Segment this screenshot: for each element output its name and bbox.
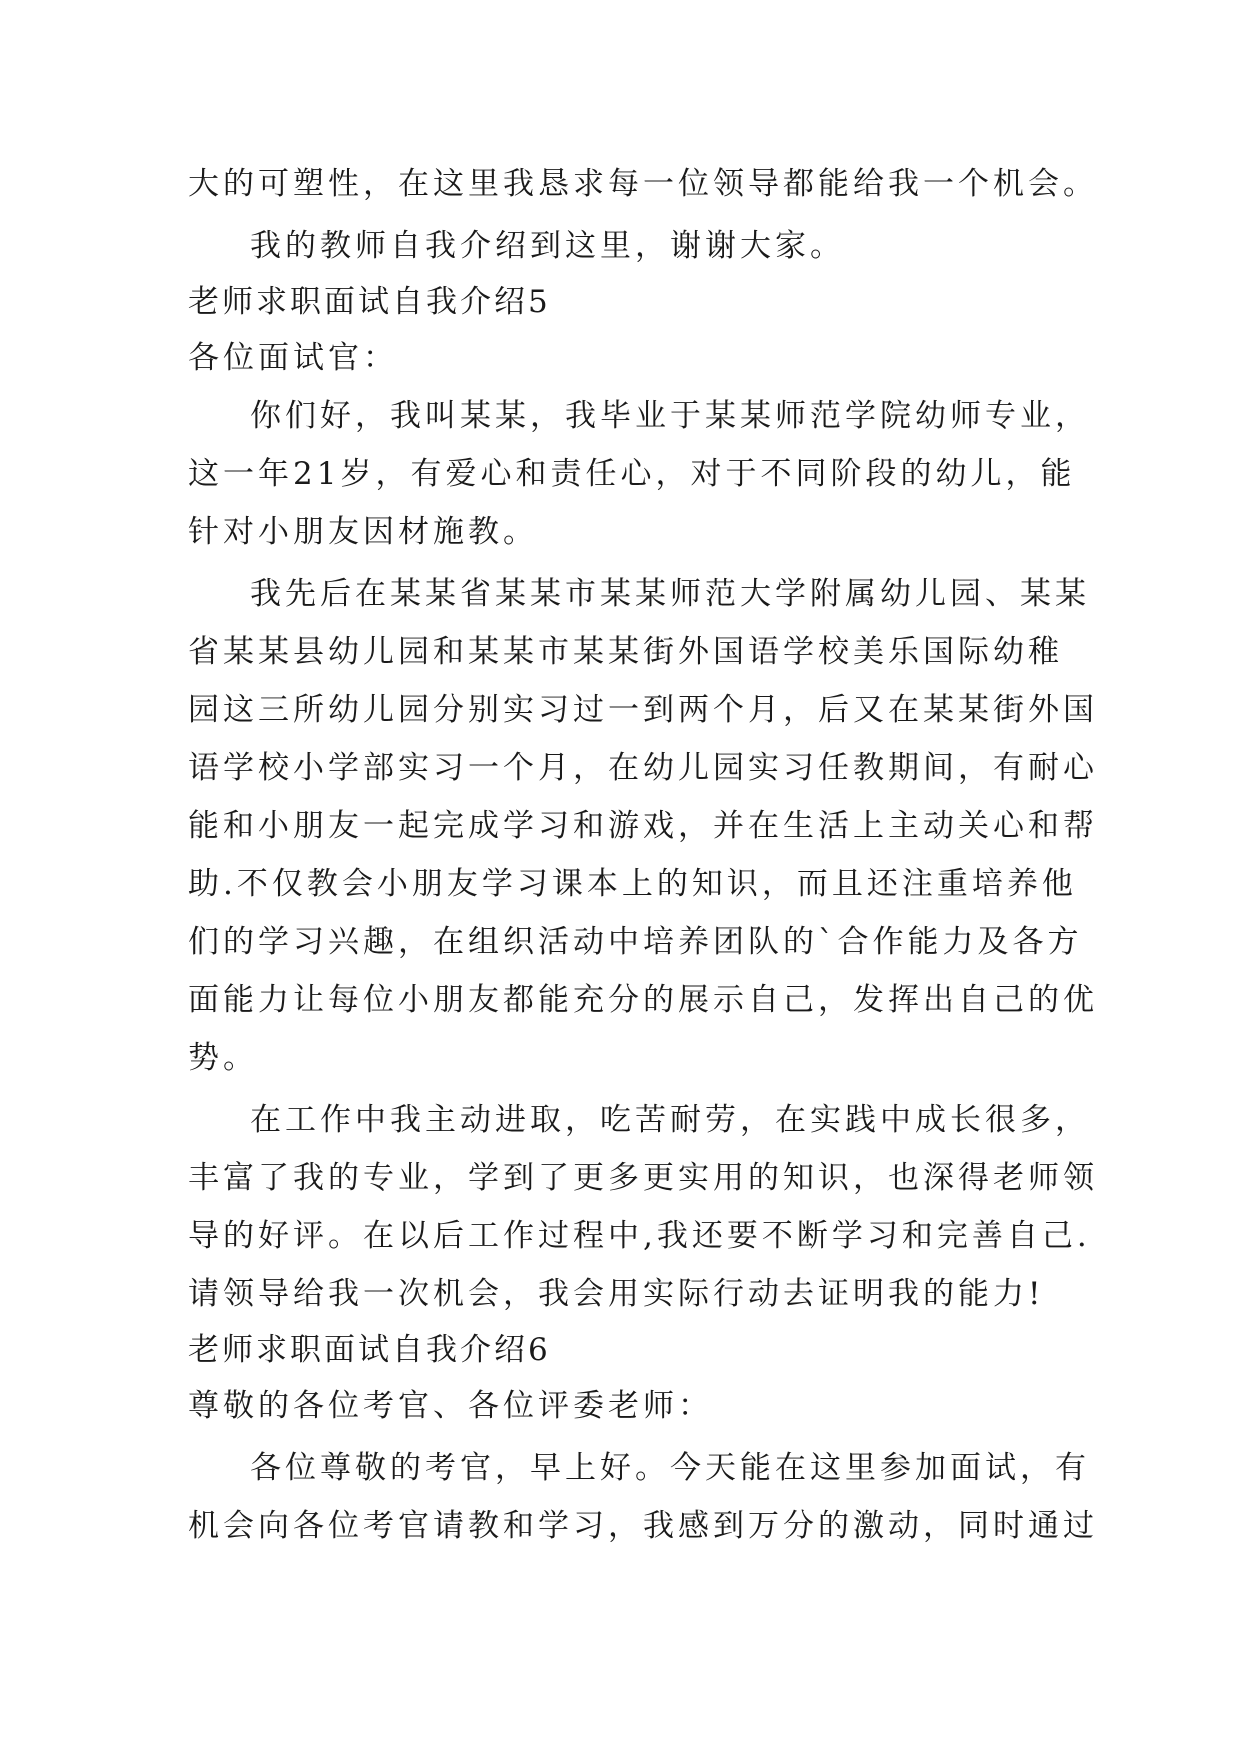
body-text-line: 势。 xyxy=(188,1040,258,1076)
body-text-line: 能和小朋友一起完成学习和游戏，并在生活上主动关心和帮 xyxy=(188,808,1098,844)
body-text-line: 机会向各位考官请教和学习，我感到万分的激动，同时通过 xyxy=(188,1508,1098,1544)
body-text-line: 园这三所幼儿园分别实习过一到两个月，后又在某某街外国 xyxy=(188,692,1098,728)
body-text-line: 大的可塑性，在这里我恳求每一位领导都能给我一个机会。 xyxy=(188,166,1098,202)
body-text-line: 省某某县幼儿园和某某市某某街外国语学校美乐国际幼稚 xyxy=(188,634,1063,670)
salutation: 尊敬的各位考官、各位评委老师： xyxy=(188,1388,713,1424)
body-text-line: 们的学习兴趣，在组织活动中培养团队的`合作能力及各方 xyxy=(188,924,1083,960)
body-text-line: 各位尊敬的考官，早上好。今天能在这里参加面试，有 xyxy=(250,1450,1090,1486)
section-heading: 老师求职面试自我介绍5 xyxy=(188,284,551,320)
body-text-line: 面能力让每位小朋友都能充分的展示自己，发挥出自己的优 xyxy=(188,982,1098,1018)
body-text-line: 导的好评。在以后工作过程中,我还要不断学习和完善自己. xyxy=(188,1218,1091,1254)
body-text-line: 请领导给我一次机会，我会用实际行动去证明我的能力! xyxy=(188,1276,1045,1312)
body-text-line: 丰富了我的专业，学到了更多更实用的知识，也深得老师领 xyxy=(188,1160,1098,1196)
body-text-line: 语学校小学部实习一个月，在幼儿园实习任教期间，有耐心 xyxy=(188,750,1098,786)
body-text-line: 在工作中我主动进取，吃苦耐劳，在实践中成长很多， xyxy=(250,1102,1090,1138)
body-text-line: 你们好，我叫某某，我毕业于某某师范学院幼师专业， xyxy=(250,398,1090,434)
body-text-line: 助.不仅教会小朋友学习课本上的知识，而且还注重培养他 xyxy=(188,866,1077,902)
body-text-line: 这一年21岁，有爱心和责任心，对于不同阶段的幼儿，能 xyxy=(188,456,1076,492)
body-text-line: 针对小朋友因材施教。 xyxy=(188,514,538,550)
salutation: 各位面试官： xyxy=(188,340,398,376)
body-text-line: 我先后在某某省某某市某某师范大学附属幼儿园、某某 xyxy=(250,576,1090,612)
section-heading: 老师求职面试自我介绍6 xyxy=(188,1332,551,1368)
body-text-line: 我的教师自我介绍到这里，谢谢大家。 xyxy=(250,228,845,264)
